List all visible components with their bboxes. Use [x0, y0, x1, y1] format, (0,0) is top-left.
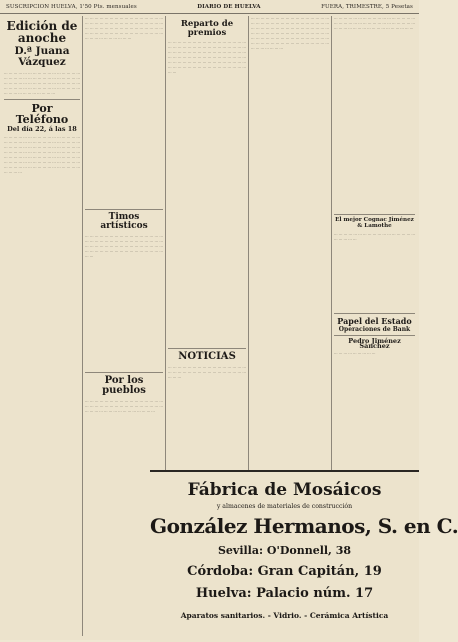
column-2-text-1: … … … … … … … … … … … … … … … … … … … … … … … … … … … … … … … … … … … … … … … … … … … … … … … … … … … … … … … … … … … … … … … … … … … … … … … … … …: [85, 16, 163, 40]
divider: [168, 348, 246, 349]
ad-address-sevilla: Sevilla: O'Donnell, 38: [217, 544, 352, 557]
divider: [334, 313, 415, 314]
column-1: [4, 16, 80, 636]
ad-company-name: González Hermanos, S. en C.: [150, 514, 458, 538]
section-telephone: Por Teléfono: [15, 102, 69, 126]
column-4-text-1: … … … … … … … … … … … … … … … … … … … … … … … … … … … … … … … … … … … … … … … … … … … … … … … … … … … … … … … … … … … … … … … … … … … … … … … … … … … … … … … … … … … … … … … … … … … … … … … … … … … … … … …: [251, 16, 329, 50]
column-5: [334, 16, 415, 468]
column-5-text-2: … … … … … … … … … … … … … … … … … … … … … …: [334, 232, 415, 242]
section-telephone-subhead: Del día 22, á las 18: [7, 125, 77, 133]
section-artistic: Timos artísticos: [100, 212, 148, 231]
column-5-text-3: … … … … … … … … …: [334, 351, 376, 356]
column-3-text-2: … … … … … … … … … … … … … … … … … … … … … … … … … … … … … … … … … … …: [168, 365, 246, 379]
ad-state-paper-title: Papel del Estado: [337, 316, 412, 327]
advertisement-mosaics: [150, 470, 458, 642]
ad-address-cordoba: Córdoba: Gran Capitán, 19: [187, 564, 382, 579]
section-towns: Por los pueblos: [102, 375, 146, 396]
headline-edition: Edición de anoche: [6, 19, 78, 45]
column-4: [251, 16, 329, 468]
masthead-price: FUERA, TRIMESTRE, 5 Pesetas: [321, 3, 413, 10]
column-1-text-1: … … … … … … … … … … … … … … … … … … … … … … … … … … … … … … … … … … … … … … … … … … … … … … … … … … … … … … … … … … … … … … … … … … … … … … … … … … …: [4, 71, 80, 95]
ad-cognac: El mejor Cognac Jiménez & Lamothe: [335, 217, 414, 229]
divider: [85, 372, 163, 373]
ad-subtitle: y almacenes de materiales de construcción: [216, 503, 353, 510]
column-2-text-2: … … … … … … … … … … … … … … … … … … … … … … … … … … … … … … … … … … … … … … … … … … … … … … … … … … … … … … … … … … … … … … … … … …: [85, 234, 163, 258]
masthead: [0, 0, 419, 14]
section-prizes: Reparto de premios: [180, 19, 234, 38]
column-3-text-1: … … … … … … … … … … … … … … … … … … … … … … … … … … … … … … … … … … … … … … … … … … … … … … … … … … … … … … … … … … … … … … … … … … … … … … … … … … … … … … … … … … … … … … … … … … … … … … … … … …: [168, 40, 246, 74]
column-rule-4: [331, 16, 332, 470]
section-news: NOTICIAS: [178, 351, 236, 362]
divider: [85, 209, 163, 210]
column-5-text-1: … … … … … … … … … … … … … … … … … … … … … … … … … … … … … … … … … … … … … … … … … … … … … … … … … … …: [334, 16, 415, 30]
divider: [4, 99, 80, 100]
divider: [334, 214, 415, 215]
ad-state-paper-name: Pedro Jiménez Sánchez: [348, 337, 401, 351]
headline-name: D.ª Juana Vázquez: [14, 45, 70, 68]
column-rule-1: [82, 16, 83, 636]
ad-products: Aparatos sanitarios. - Vidrio. - Cerámica Artística: [180, 611, 389, 620]
masthead-title: DIARIO DE HUELVA: [197, 3, 261, 10]
ad-state-paper-operations: Operaciones de Bank: [338, 326, 411, 334]
column-1-text-2: … … … … … … … … … … … … … … … … … … … … … … … … … … … … … … … … … … … … … … … … … … … … … … … … … … … … … … … … … … … … … … … … … … … … … … … … … … … … … … … … … … … … … … … … … … … … … … … … … … … … … … … … … … … … … … … … … … … …: [4, 135, 80, 174]
ad-factory-title: Fábrica de Mosáicos: [187, 480, 382, 500]
ad-address-huelva: Huelva: Palacio núm. 17: [195, 586, 374, 601]
column-3: [168, 16, 246, 468]
masthead-subscription: SUSCRIPCION HUELVA, 1'50 Pts. mensuales: [6, 3, 137, 10]
divider: [334, 335, 415, 336]
column-rule-3: [248, 16, 249, 470]
column-2-text-3: … … … … … … … … … … … … … … … … … … … … … … … … … … … … … … … … … … … … … … … … … … … … … … …: [85, 399, 163, 413]
